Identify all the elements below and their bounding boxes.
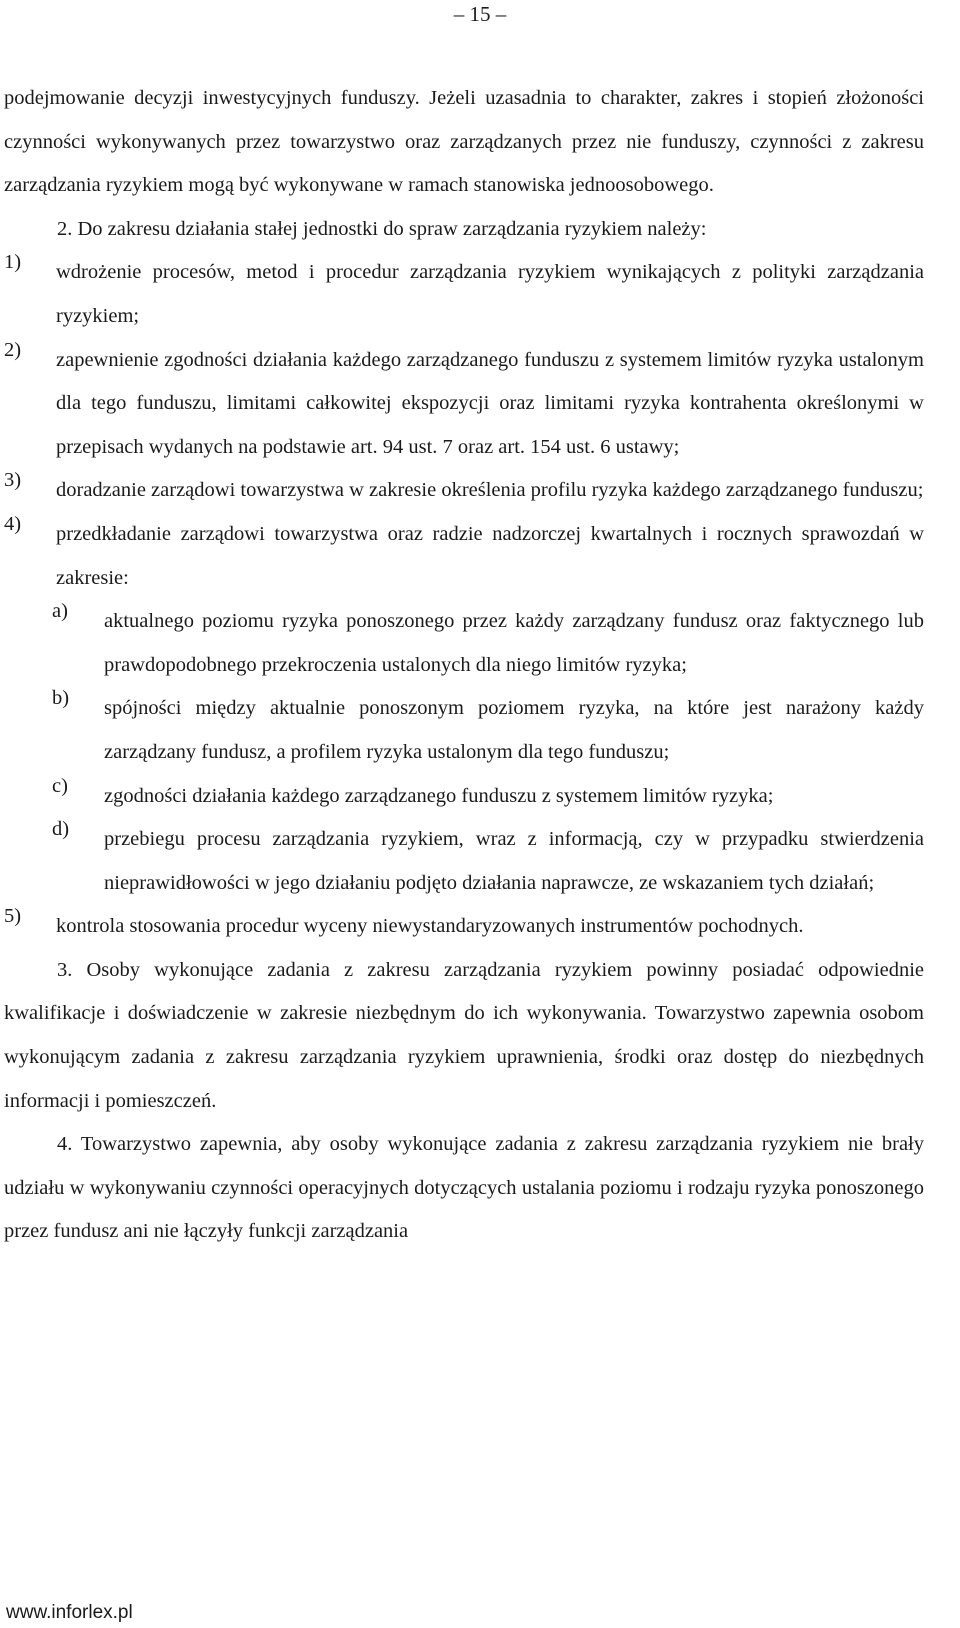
sub-list-item <box>4 687 924 774</box>
list-item <box>4 339 924 470</box>
sub-list-item-label: b) <box>52 687 70 710</box>
sub-list-item <box>4 775 924 819</box>
list-item-text: doradzanie zarządowi towarzystwa w zakresie określenia profilu ryzyka każdego zarządzanego funduszu; <box>56 479 924 502</box>
list-item-label: 4) <box>4 512 22 535</box>
list-item-label: 1) <box>4 251 22 274</box>
section-3-paragraph: 3. Osoby wykonujące zadania z zakresu zarządzania ryzykiem powinny posiadać odpowiednie kwalifikacje i doświadczenie w zakresie niezbędnym do ich wykonywania. Towarzystwo zapewnia osobom wykonującym zadania z zakresu zarządzania ryzykiem uprawnienia, środki oraz dostęp do niezbędnych informacji i pomieszczeń. <box>4 958 924 1112</box>
list-item-text: kontrola stosowania procedur wyceny niewystandaryzowanych instrumentów pochodnych. <box>56 915 804 938</box>
list-item <box>4 905 924 949</box>
document-body <box>4 77 924 1254</box>
sub-list-item-text: zgodności działania każdego zarządzanego funduszu z systemem limitów ryzyka; <box>104 784 774 807</box>
list-item-text: wdrożenie procesów, metod i procedur zarządzania ryzykiem wynikających z polityki zarządzania ryzykiem; <box>56 261 924 327</box>
sub-list-item-text: spójności między aktualnie ponoszonym poziomem ryzyka, na które jest narażony każdy zarządzany fundusz, a profilem ryzyka ustalonym dla tego funduszu; <box>104 697 924 763</box>
list-item-label: 5) <box>4 905 22 928</box>
footer-source: www.inforlex.pl <box>6 1602 133 1623</box>
list-item <box>4 469 924 513</box>
list-item-text: przedkładanie zarządowi towarzystwa oraz radzie nadzorczej kwartalnych i rocznych sprawozdań w zakresie: <box>56 522 924 589</box>
sub-list-item-label: c) <box>52 774 68 797</box>
sub-list-item-label: a) <box>52 600 68 623</box>
list-item <box>4 513 924 600</box>
sub-list-item-label: d) <box>52 818 70 841</box>
list-item <box>4 251 924 338</box>
intro-paragraph: podejmowanie decyzji inwestycyjnych funduszy. Jeżeli uzasadnia to charakter, zakres i stopień złożoności czynności wykonywanych przez towarzystwo oraz zarządzanych przez nie funduszy, czynności z zakresu zarządzania ryzykiem mogą być wykonywane w ramach stanowiska jednoosobowego. <box>4 87 924 197</box>
list-item-label: 3) <box>4 469 22 492</box>
sub-list-item <box>4 818 924 905</box>
section-4-paragraph: 4. Towarzystwo zapewnia, aby osoby wykonujące zadania z zakresu zarządzania ryzykiem nie brały udziału w wykonywaniu czynności operacyjnych dotyczących ustalania poziomu i rodzaju ryzyka ponoszonego przez fundusz ani nie łączyły funkcji zarządzania <box>4 1133 924 1243</box>
sub-list-item-text: przebiegu procesu zarządzania ryzykiem, wraz z informacją, czy w przypadku stwierdzenia nieprawidłowości w jego działaniu podjęto działania naprawcze, ze wskazaniem tych działań; <box>104 828 924 894</box>
list-item-text: zapewnienie zgodności działania każdego zarządzanego funduszu z systemem limitów ryzyka ustalonym dla tego funduszu, limitami całkowitej ekspozycji oraz limitami ryzyka kontrahenta określonymi w przepisach wydanych na podstawie art. 94 ust. 7 oraz art. 154 ust. 6 ustawy; <box>56 348 924 458</box>
list-item-label: 2) <box>4 338 22 361</box>
section-2-heading: 2. Do zakresu działania stałej jednostki do spraw zarządzania ryzykiem należy: <box>57 217 707 240</box>
sub-list-item-text: aktualnego poziomu ryzyka ponoszonego przez każdy zarządzany fundusz oraz faktycznego lub prawdopodobnego przekroczenia ustalonych dla niego limitów ryzyka; <box>104 610 924 676</box>
page-number: – 15 – <box>453 2 507 26</box>
sub-list-item <box>4 600 924 687</box>
